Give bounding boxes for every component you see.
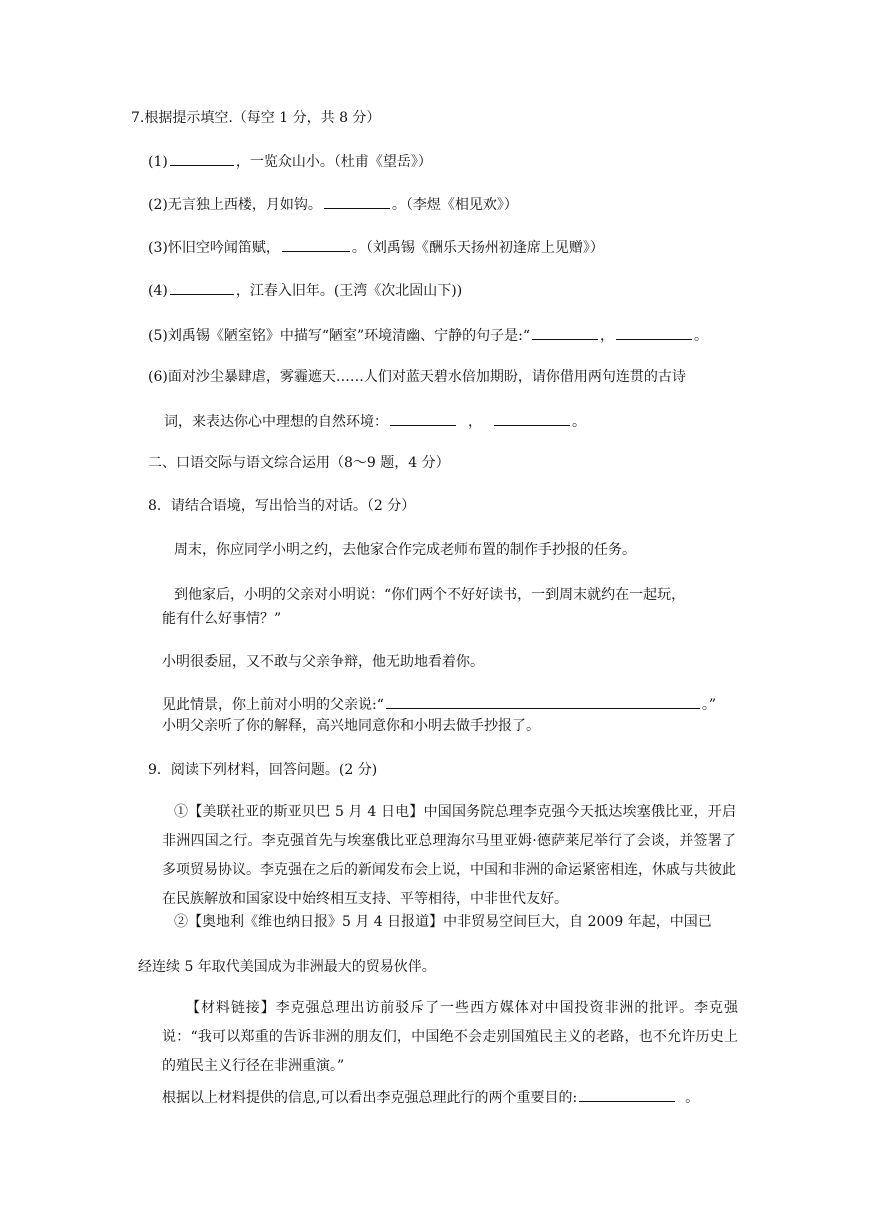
q8-context-2-line1: 到他家后，小明的父亲对小明说：“你们两个不好好读书，一到周末就约在一起玩， [174, 587, 686, 603]
item-text: 。 [572, 414, 586, 430]
item-text: 词，来表达你心中理想的自然环境： [164, 414, 388, 430]
item-text: (3)怀旧空吟闻笛赋， [148, 240, 280, 256]
item-text: ， [468, 414, 482, 430]
item-text: 。（李煜《相见欢》） [391, 197, 518, 213]
q7-item-5 [148, 325, 708, 346]
q8-context-1: 周末，你应同学小明之约，去他家合作完成老师布置的制作手抄报的任务。 [174, 542, 636, 558]
answer-blank[interactable] [494, 411, 570, 426]
answer-blank[interactable] [390, 411, 456, 426]
answer-blank[interactable] [386, 694, 700, 709]
q7-title: 7.根据提示填空.（每空 1 分，共 8 分） [131, 110, 381, 126]
q7-item-4 [148, 280, 462, 301]
q8-answer-line [162, 694, 716, 715]
q7-item-6-line2 [164, 411, 586, 432]
q7-item-3 [148, 237, 604, 258]
q9-material-2-line2: 经连续 5 年取代美国成为非洲最大的贸易伙伴。 [138, 959, 436, 975]
item-text: (2)无言独上西楼，月如钩。 [148, 197, 322, 213]
q8-context-3: 小明很委屈，又不敢与父亲争辩，他无助地看着你。 [162, 654, 484, 670]
item-text: (5)刘禹锡《陋室铭》中描写“陋室”环境清幽、宁静的句子是:“ [148, 328, 531, 344]
q8-context-2-line2: 能有什么好事情？” [162, 611, 282, 627]
item-label: (1) [148, 154, 168, 170]
answer-blank[interactable] [532, 325, 598, 340]
answer-blank[interactable] [579, 1087, 675, 1102]
item-text: 。 [685, 1090, 700, 1106]
answer-blank[interactable] [616, 325, 692, 340]
q8-context-5: 小明父亲听了你的解释，高兴地同意你和小明去做手抄报了。 [162, 718, 540, 734]
section-2-title: 二、口语交际与语文综合运用（8～9 题，4 分） [148, 455, 450, 471]
q9-material-link: 【材料链接】李克强总理出访前驳斥了一些西方媒体对中国投资非洲的批评。李克强说：“我可以郑重的告诉非洲的朋友们，中国绝不会走别国殖民主义的老路，也不允许历史上的殖民主义行径在非洲重演。” [162, 1000, 738, 1074]
answer-blank[interactable] [282, 237, 350, 252]
q8-title: 8．请结合语境，写出恰当的对话。（2 分） [148, 498, 416, 514]
item-text: 。” [701, 697, 717, 713]
q9-title: 9．阅读下列材料，回答问题。(2 分) [148, 762, 378, 778]
item-text: 见此情景，你上前对小明的父亲说:“ [162, 697, 384, 713]
item-label: (4) [148, 283, 168, 299]
item-text: 。 [694, 328, 709, 344]
q7-item-6-line1: (6)面对沙尘暴肆虐，雾霾遮天……人们对蓝天碧水倍加期盼，请你借用两句连贯的古诗 [148, 369, 686, 385]
q9-material-1: ①【美联社亚的斯亚贝巴 5 月 4 日电】中国国务院总理李克强今天抵达埃塞俄比亚，开启非洲四国之行。李克强首先与埃塞俄比亚总理海尔马里亚姆·德萨莱尼举行了会谈，并签署了多项贸易协议。李克强在之后的新闻发布会上说，中国和非洲的命运紧密相连，休戚与共彼此在民族解放和国家设中始终相互支持、平等相待，中非世代友好。 [162, 804, 736, 907]
item-text: ，一览众山小。（杜甫《望岳》） [235, 154, 432, 170]
item-text: 根据以上材料提供的信息,可以看出李克强总理此行的两个重要目的: [162, 1090, 578, 1106]
answer-blank[interactable] [170, 151, 234, 166]
item-text: ，江春入旧年。(王湾《次北固山下)) [235, 283, 463, 299]
item-text: ， [600, 328, 615, 344]
q7-item-2 [148, 194, 518, 215]
q7-item-1 [148, 151, 432, 172]
item-text: 。（刘禹锡《酬乐天扬州初逢席上见赠》） [351, 240, 604, 256]
q9-question [162, 1087, 699, 1108]
q9-material-2-line1: ②【奥地利《维也纳日报》5 月 4 日报道】中非贸易空间巨大，自 2009 年起，中国已 [174, 914, 712, 930]
answer-blank[interactable] [170, 280, 234, 295]
answer-blank[interactable] [324, 194, 390, 209]
